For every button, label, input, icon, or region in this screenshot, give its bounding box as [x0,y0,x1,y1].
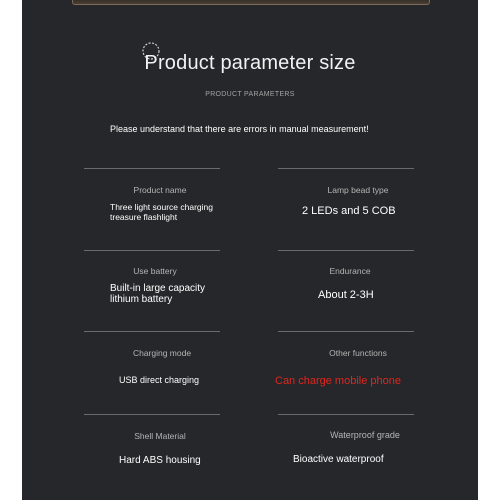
page-subtitle: PRODUCT PARAMETERS [205,91,295,98]
param-value-shell-material: Hard ABS housing [119,455,201,466]
divider [278,168,414,169]
param-label-other-functions: Other functions [329,348,387,358]
param-label-product-name: Product name [133,185,187,195]
param-label-use-battery: Use battery [133,266,177,276]
param-label-charging-mode: Charging mode [132,348,192,358]
param-value-product-name: Three light source charging treasure flashlight [110,202,214,222]
measurement-notice: Please understand that there are errors in manual measurement! [110,124,369,134]
param-label-shell-material: Shell Material [134,431,186,441]
param-label-lamp-bead-type: Lamp bead type [327,185,389,195]
param-value-other-functions: Can charge mobile phone [275,375,401,387]
product-parameter-panel [22,0,478,500]
param-value-lamp-bead-type: 2 LEDs and 5 COB [302,205,396,217]
divider [84,250,220,251]
param-value-charging-mode: USB direct charging [119,375,200,385]
param-value-use-battery: Built-in large capacity lithium battery [110,283,206,305]
divider [278,331,414,332]
param-label-endurance: Endurance [329,266,371,276]
divider [278,250,414,251]
divider [278,414,414,415]
param-value-endurance: About 2-3H [318,289,374,301]
divider [84,414,220,415]
product-image-edge [72,0,430,5]
divider [84,331,220,332]
page-title: Product parameter size [144,52,356,74]
param-value-waterproof-grade: Bioactive waterproof [293,454,384,465]
divider [84,168,220,169]
param-label-waterproof-grade: Waterproof grade [330,430,400,440]
